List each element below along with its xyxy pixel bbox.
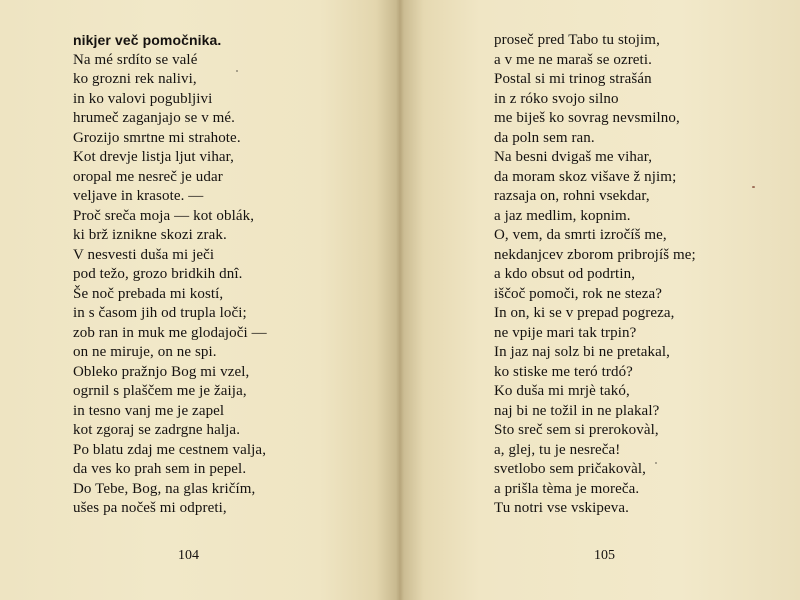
poem-line: nekdanjcev zborom pribrojíš me;: [494, 246, 696, 263]
poem-line: in tesno vanj me je zapel: [73, 402, 225, 419]
poem-line: In on, ki se v prepad pogreza,: [494, 305, 675, 321]
right-page: [400, 0, 800, 600]
poem-line: Še noč prebada mi kostí,: [73, 285, 224, 302]
page-number-left: 104: [178, 548, 199, 563]
poem-line: Grozijo smrtne mi strahote.: [73, 129, 241, 146]
poem-line: ko grozni rek nalivi,: [73, 71, 197, 87]
poem-line: kot zgoraj se zadrgne halja.: [73, 422, 241, 438]
poem-line: ogrnil s plaščem me je žaija,: [73, 383, 247, 399]
poem-line: O, vem, da smrti izročíš me,: [494, 227, 667, 243]
poem-line: Postal si mi trinog strašán: [494, 71, 652, 87]
poem-line: pod težo, grozo bridkih dnî.: [73, 266, 243, 282]
poem-line: on ne miruje, on ne spi.: [73, 344, 217, 360]
poem-line: Tu notri vse vskipeva.: [494, 500, 629, 516]
page-number-right: 105: [594, 548, 615, 563]
poem-line: a, glej, tu je nesreča!: [494, 441, 621, 458]
poem-line: da poln sem ran.: [494, 129, 595, 146]
poem-line: ko stiske me teró trdó?: [494, 363, 633, 380]
poem-line: zob ran in muk me glodajoči —: [73, 324, 267, 341]
poem-line: ki brž iznikne skozi zrak.: [73, 227, 227, 243]
poem-line: in s časom jih od trupla loči;: [73, 305, 247, 321]
poem-line: Obleko pražnjo Bog mi vzel,: [73, 363, 250, 380]
poem-line: Kot drevje listja ljut vihar,: [73, 149, 235, 165]
poem-line: in ko valovi pogubljivi: [73, 90, 213, 107]
poem-line: Na mé srdíto se valé: [73, 51, 198, 68]
poem-line: svetlobo sem pričakovàl,: [494, 461, 646, 477]
poem-line: proseč pred Tabo tu stojim,: [494, 32, 660, 48]
left-poem-text: [73, 31, 267, 519]
poem-line: Ko duša mi mrjè takó,: [494, 383, 630, 399]
poem-line: da ves ko prah sem in pepel.: [73, 461, 247, 477]
poem-line: in z róko svojo silno: [494, 90, 619, 107]
poem-line: V nesvesti duša mi ječi: [73, 246, 215, 263]
poem-line: naj bi ne tožil in ne plakal?: [494, 402, 660, 419]
poem-line: iščoč pomoči, rok ne steza?: [494, 285, 663, 302]
poem-line: me biješ ko sovrag nevsmilno,: [494, 110, 680, 126]
right-poem-text: [494, 31, 696, 519]
poem-line: Po blatu zdaj me cestnem valja,: [73, 441, 267, 458]
poem-line: hrumeč zaganjajo se v mé.: [73, 110, 236, 126]
poem-line: da moram skoz višave ž njim;: [494, 168, 677, 185]
poem-line: a kdo obsut od podrtin,: [494, 266, 636, 282]
poem-line: Sto sreč sem si prerokovàl,: [494, 422, 659, 438]
poem-line: veljave in krasote. —: [73, 188, 204, 204]
poem-line: razsaja on, rohni vsekdar,: [494, 188, 650, 204]
poem-line: a v me ne maraš se ozreti.: [494, 51, 652, 68]
poem-line: In jaz naj solz bi ne pretakal,: [494, 344, 670, 360]
poem-line: nikjer več pomočnika.: [73, 32, 222, 48]
poem-line: oropal me nesreč je udar: [73, 168, 223, 185]
poem-line: a prišla tèma je moreča.: [494, 480, 640, 497]
poem-line: a jaz medlim, kopnim.: [494, 207, 631, 224]
poem-line: Proč sreča moja — kot oblák,: [73, 207, 255, 224]
poem-line: Na besni dvigaš me vihar,: [494, 149, 653, 165]
poem-line: ne vpije mari tak trpin?: [494, 324, 637, 341]
poem-line: Do Tebe, Bog, na glas kričím,: [73, 480, 256, 497]
poem-line: ušes pa nočeš mi odpreti,: [73, 500, 227, 516]
